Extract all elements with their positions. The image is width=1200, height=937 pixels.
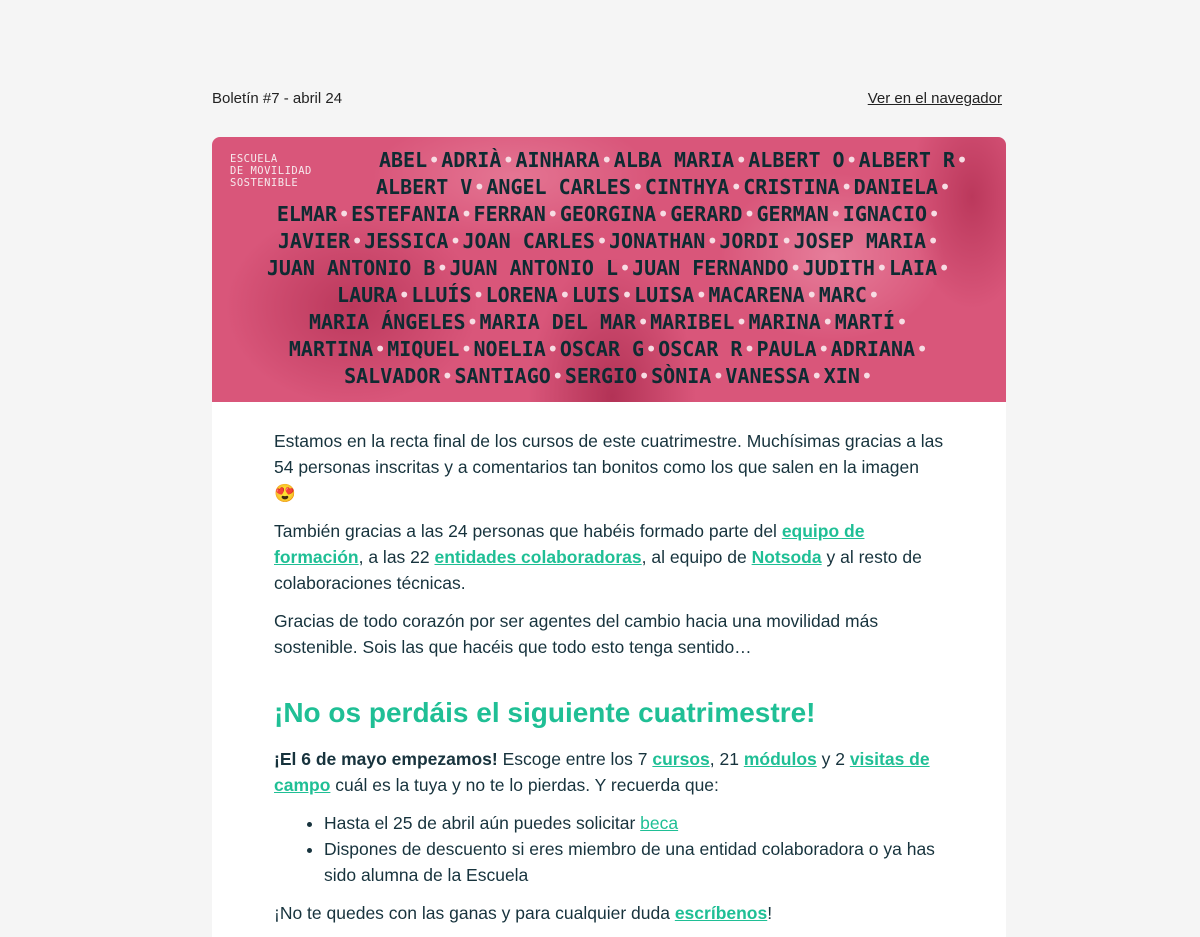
name-separator-dot-icon: • [551, 364, 564, 388]
logo-line-2: DE MOVILIDAD [230, 165, 312, 177]
participant-name: ALBERT V [376, 175, 473, 199]
name-separator-dot-icon: • [867, 283, 880, 307]
name-separator-dot-icon: • [460, 202, 473, 226]
reminder-list [274, 810, 944, 888]
participant-name: LORENA [485, 283, 558, 307]
name-separator-dot-icon: • [466, 310, 479, 334]
participant-name: SÒNIA [651, 364, 712, 388]
name-separator-dot-icon: • [875, 256, 888, 280]
reminder-text-1: Hasta el 25 de abril aún puedes solicitar [324, 813, 641, 833]
name-separator-dot-icon: • [810, 364, 823, 388]
names-line [222, 336, 996, 363]
participant-name: IGNACIO [842, 202, 928, 226]
participant-name: JUDITH [802, 256, 875, 280]
name-separator-dot-icon: • [938, 256, 951, 280]
participant-name: JUAN FERNANDO [632, 256, 789, 280]
participant-name: OSCAR G [559, 337, 645, 361]
participant-name: LLUÍS [411, 283, 472, 307]
participant-name: MARC [818, 283, 867, 307]
names-line [222, 282, 996, 309]
logo-line-3: SOSTENIBLE [230, 177, 299, 189]
names-line [222, 228, 996, 255]
participant-name: JONATHAN [609, 229, 706, 253]
participant-name: NOELIA [473, 337, 546, 361]
names-line [222, 255, 996, 282]
intro-paragraph-2 [274, 518, 944, 596]
courses-link[interactable]: cursos [652, 749, 710, 769]
participant-name: ALBERT R [858, 148, 955, 172]
participant-name: MIQUEL [387, 337, 460, 361]
participant-name: ADRIÀ [441, 148, 502, 172]
reminder-item-scholarship [324, 810, 944, 836]
participant-name: JAVIER [277, 229, 351, 253]
participant-name: ABEL [378, 148, 428, 172]
participant-name: LUISA [634, 283, 695, 307]
name-separator-dot-icon: • [441, 364, 454, 388]
intro-paragraph-3: Gracias de todo corazón por ser agentes del cambio hacia una movilidad más sostenible. Sois las que hacéis que todo esto tenga sentido… [274, 611, 879, 657]
name-separator-dot-icon: • [896, 310, 909, 334]
logo-line-1: ESCUELA [230, 153, 278, 165]
newsletter-header [212, 90, 1002, 107]
name-separator-dot-icon: • [645, 337, 658, 361]
next-term-lead [274, 746, 944, 798]
name-separator-dot-icon: • [638, 364, 651, 388]
view-in-browser-link[interactable]: Ver en el navegador [867, 90, 1002, 107]
name-separator-dot-icon: • [473, 175, 486, 199]
participant-name: MARIA DEL MAR [479, 310, 637, 334]
participant-name: JUAN ANTONIO B [266, 256, 436, 280]
name-separator-dot-icon: • [780, 229, 793, 253]
intro-text-2c: , al equipo de [641, 547, 752, 567]
participant-name: ALBERT O [748, 148, 845, 172]
name-separator-dot-icon: • [374, 337, 387, 361]
name-separator-dot-icon: • [398, 283, 411, 307]
participant-name: PAULA [756, 337, 817, 361]
notsoda-link[interactable]: Notsoda [751, 547, 822, 567]
modules-link[interactable]: módulos [743, 749, 817, 769]
names-line [222, 309, 996, 336]
name-separator-dot-icon: • [558, 283, 571, 307]
name-separator-dot-icon: • [845, 148, 858, 172]
name-separator-dot-icon: • [840, 175, 853, 199]
participant-name: CINTHYA [644, 175, 730, 199]
reminder-item-discount: • Dispones de descuento si eres miembro de una entidad colaboradora o ya has sido alumna de la Escuela [324, 836, 944, 888]
participant-name: LUIS [571, 283, 621, 307]
issue-label: Boletín #7 - abril 24 [212, 90, 343, 107]
name-separator-dot-icon: • [735, 310, 748, 334]
newsletter-body [212, 402, 1006, 926]
name-separator-dot-icon: • [938, 175, 951, 199]
scholarship-link[interactable]: beca [640, 813, 679, 833]
name-separator-dot-icon: • [706, 229, 719, 253]
participant-name: MARIBEL [650, 310, 735, 334]
participant-name: ADRIANA [830, 337, 916, 361]
names-line [222, 363, 996, 390]
closing-text-b: ! [767, 903, 773, 923]
participant-name: GERMAN [756, 202, 829, 226]
name-separator-dot-icon: • [695, 283, 708, 307]
participant-name: ESTEFANIA [351, 202, 460, 226]
name-separator-dot-icon: • [743, 337, 756, 361]
name-separator-dot-icon: • [546, 337, 559, 361]
name-separator-dot-icon: • [619, 256, 632, 280]
name-separator-dot-icon: • [730, 175, 743, 199]
participant-name: JORDI [719, 229, 780, 253]
partner-entities-link[interactable]: entidades colaboradoras [434, 547, 642, 567]
lead-text-a: Escoge entre los 7 [497, 749, 653, 769]
name-separator-dot-icon: • [351, 229, 364, 253]
name-separator-dot-icon: • [436, 256, 449, 280]
name-separator-dot-icon: • [600, 148, 613, 172]
participant-name: MACARENA [708, 283, 805, 307]
participant-name: VANESSA [725, 364, 810, 388]
name-separator-dot-icon: • [817, 337, 830, 361]
intro-paragraph-1 [274, 428, 944, 506]
name-separator-dot-icon: • [860, 364, 873, 388]
name-separator-dot-icon: • [449, 229, 462, 253]
participant-name: JOSEP MARIA [793, 229, 927, 253]
participant-name: MARTÍ [834, 310, 895, 334]
training-team-link[interactable]: equipo de formación [274, 521, 865, 567]
names-line [222, 201, 996, 228]
participant-name: SALVADOR [344, 364, 441, 388]
name-separator-dot-icon: • [927, 229, 940, 253]
name-separator-dot-icon: • [631, 175, 644, 199]
participant-names [222, 147, 996, 390]
participant-name: GERARD [670, 202, 743, 226]
lead-text-d: cuál es la tuya y no te lo pierdas. Y recuerda que: [330, 775, 719, 795]
participant-name: SANTIAGO [454, 364, 551, 388]
name-separator-dot-icon: • [712, 364, 725, 388]
name-separator-dot-icon: • [428, 148, 441, 172]
participant-name: FERRAN [473, 202, 546, 226]
name-separator-dot-icon: • [735, 148, 748, 172]
name-separator-dot-icon: • [916, 337, 929, 361]
intro-text-2b: , a las 22 [358, 547, 435, 567]
hero-banner [212, 137, 1006, 402]
newsletter-card [212, 137, 1006, 937]
participant-name: CRISTINA [743, 175, 840, 199]
participant-name: DANIELA [853, 175, 938, 199]
participant-name: JUAN ANTONIO L [449, 256, 619, 280]
closing-text-a: ¡No te quedes con las ganas y para cualquier duda [274, 903, 675, 923]
name-separator-dot-icon: • [789, 256, 802, 280]
names-line [222, 174, 996, 201]
field-visits-link[interactable]: visitas de campo [274, 749, 930, 795]
heart-eyes-emoji-icon: 😍 [274, 483, 296, 503]
contact-us-link[interactable]: escríbenos [674, 903, 768, 923]
lead-text-c: y 2 [816, 749, 850, 769]
participant-name: LAURA [337, 283, 398, 307]
participant-name: MARIA ÁNGELES [308, 310, 466, 334]
name-separator-dot-icon: • [805, 283, 818, 307]
participant-name: ELMAR [276, 202, 338, 226]
name-separator-dot-icon: • [546, 202, 559, 226]
lead-text-b: , 21 [709, 749, 744, 769]
name-separator-dot-icon: • [460, 337, 473, 361]
name-separator-dot-icon: • [657, 202, 670, 226]
name-separator-dot-icon: • [637, 310, 650, 334]
names-line [222, 147, 996, 174]
name-separator-dot-icon: • [829, 202, 842, 226]
intro-text-2d: y al resto de colaboraciones técnicas. [274, 547, 922, 593]
participant-name: GEORGINA [559, 202, 657, 226]
participant-name: XIN [823, 364, 860, 388]
participant-name: MARTINA [288, 337, 374, 361]
name-separator-dot-icon: • [821, 310, 834, 334]
name-separator-dot-icon: • [928, 202, 941, 226]
intro-text-2a: También gracias a las 24 personas que habéis formado parte del [274, 521, 782, 541]
next-term-heading: ¡No os perdáis el siguiente cuatrimestre! [274, 697, 816, 728]
closing-paragraph [274, 900, 944, 926]
participant-name: JOAN CARLES [462, 229, 595, 253]
name-separator-dot-icon: • [955, 148, 969, 172]
participant-name: OSCAR R [658, 337, 743, 361]
participant-name: LAIA [888, 256, 938, 280]
intro-text-1: Estamos en la recta final de los cursos de este cuatrimestre. Muchísimas gracias a las 54 personas inscritas y a comentarios tan bonitos como los que salen en la imagen [274, 431, 944, 477]
name-separator-dot-icon: • [472, 283, 485, 307]
name-separator-dot-icon: • [595, 229, 608, 253]
name-separator-dot-icon: • [743, 202, 756, 226]
participant-name: MARINA [748, 310, 821, 334]
participant-name: AINHARA [515, 148, 600, 172]
participant-name: SERGIO [564, 364, 638, 388]
participant-name: JESSICA [364, 229, 449, 253]
name-separator-dot-icon: • [502, 148, 515, 172]
name-separator-dot-icon: • [621, 283, 634, 307]
name-separator-dot-icon: • [338, 202, 351, 226]
participant-name: ANGEL CARLES [486, 175, 631, 199]
start-date-bold: ¡El 6 de mayo empezamos! [274, 749, 498, 769]
participant-name: ALBA MARIA [613, 148, 735, 172]
